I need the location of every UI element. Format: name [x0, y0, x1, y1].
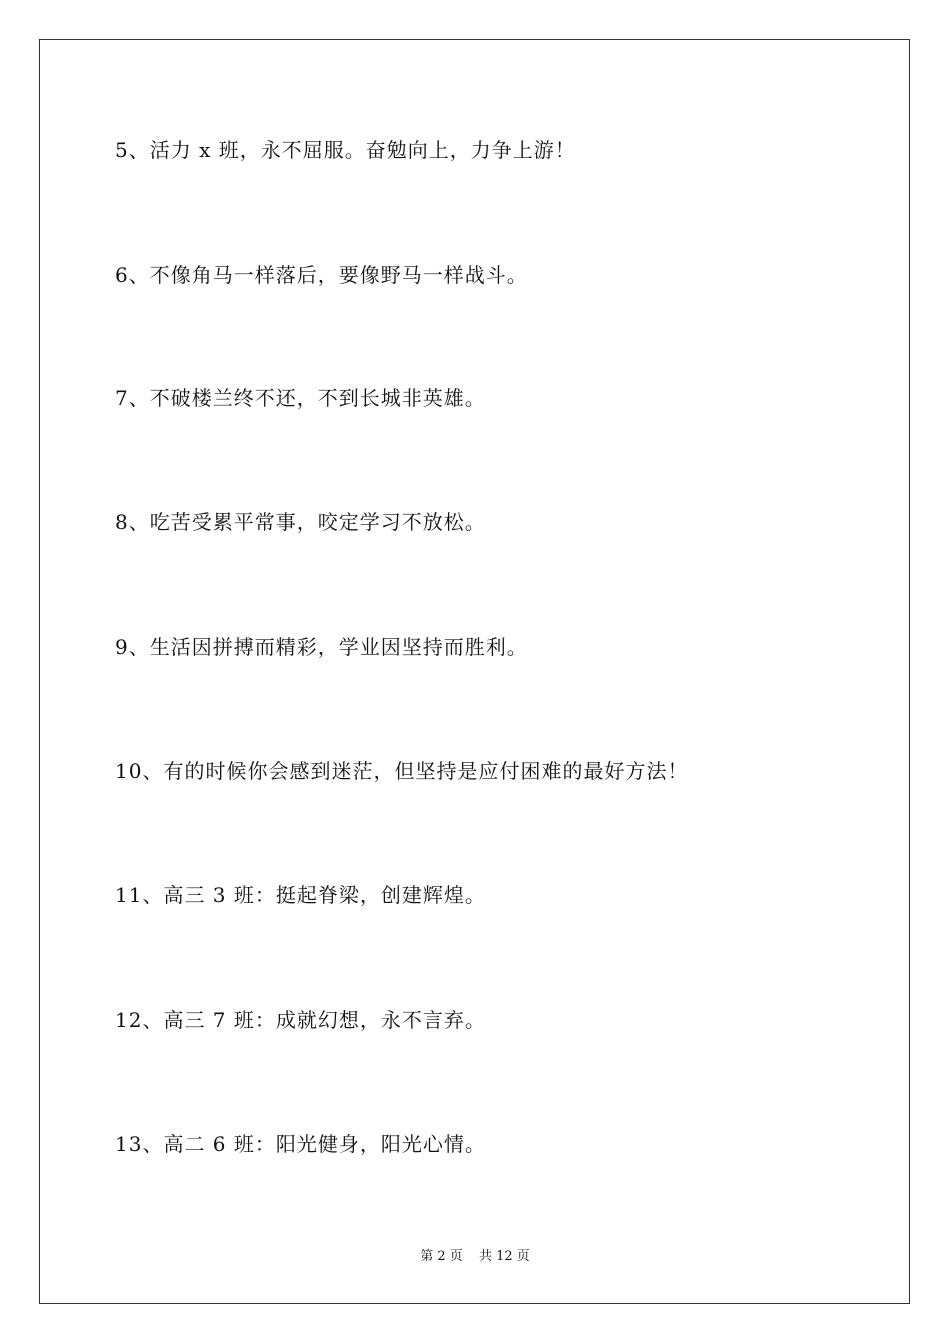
page-total: 共 12 页 — [478, 1249, 530, 1264]
text-line-9: 9、生活因拼搏而精彩，学业因坚持而胜利。 — [115, 635, 528, 659]
page-footer — [0, 1248, 950, 1266]
text-line-13: 13、高二 6 班：阳光健身，阳光心情。 — [115, 1132, 486, 1156]
text-line-8: 8、吃苦受累平常事，咬定学习不放松。 — [115, 510, 486, 534]
text-line-6: 6、不像角马一样落后，要像野马一样战斗。 — [115, 263, 528, 287]
page-frame — [39, 39, 910, 1304]
text-line-7: 7、不破楼兰终不还，不到长城非英雄。 — [115, 386, 486, 410]
page-number: 第 2 页 — [420, 1249, 463, 1264]
text-line-11: 11、高三 3 班：挺起脊梁，创建辉煌。 — [115, 883, 486, 907]
text-line-12: 12、高三 7 班：成就幻想，永不言弃。 — [115, 1008, 486, 1032]
text-line-5: 5、活力 x 班，永不屈服。奋勉向上，力争上游！ — [115, 138, 576, 162]
text-line-10: 10、有的时候你会感到迷茫，但坚持是应付困难的最好方法！ — [115, 759, 689, 783]
